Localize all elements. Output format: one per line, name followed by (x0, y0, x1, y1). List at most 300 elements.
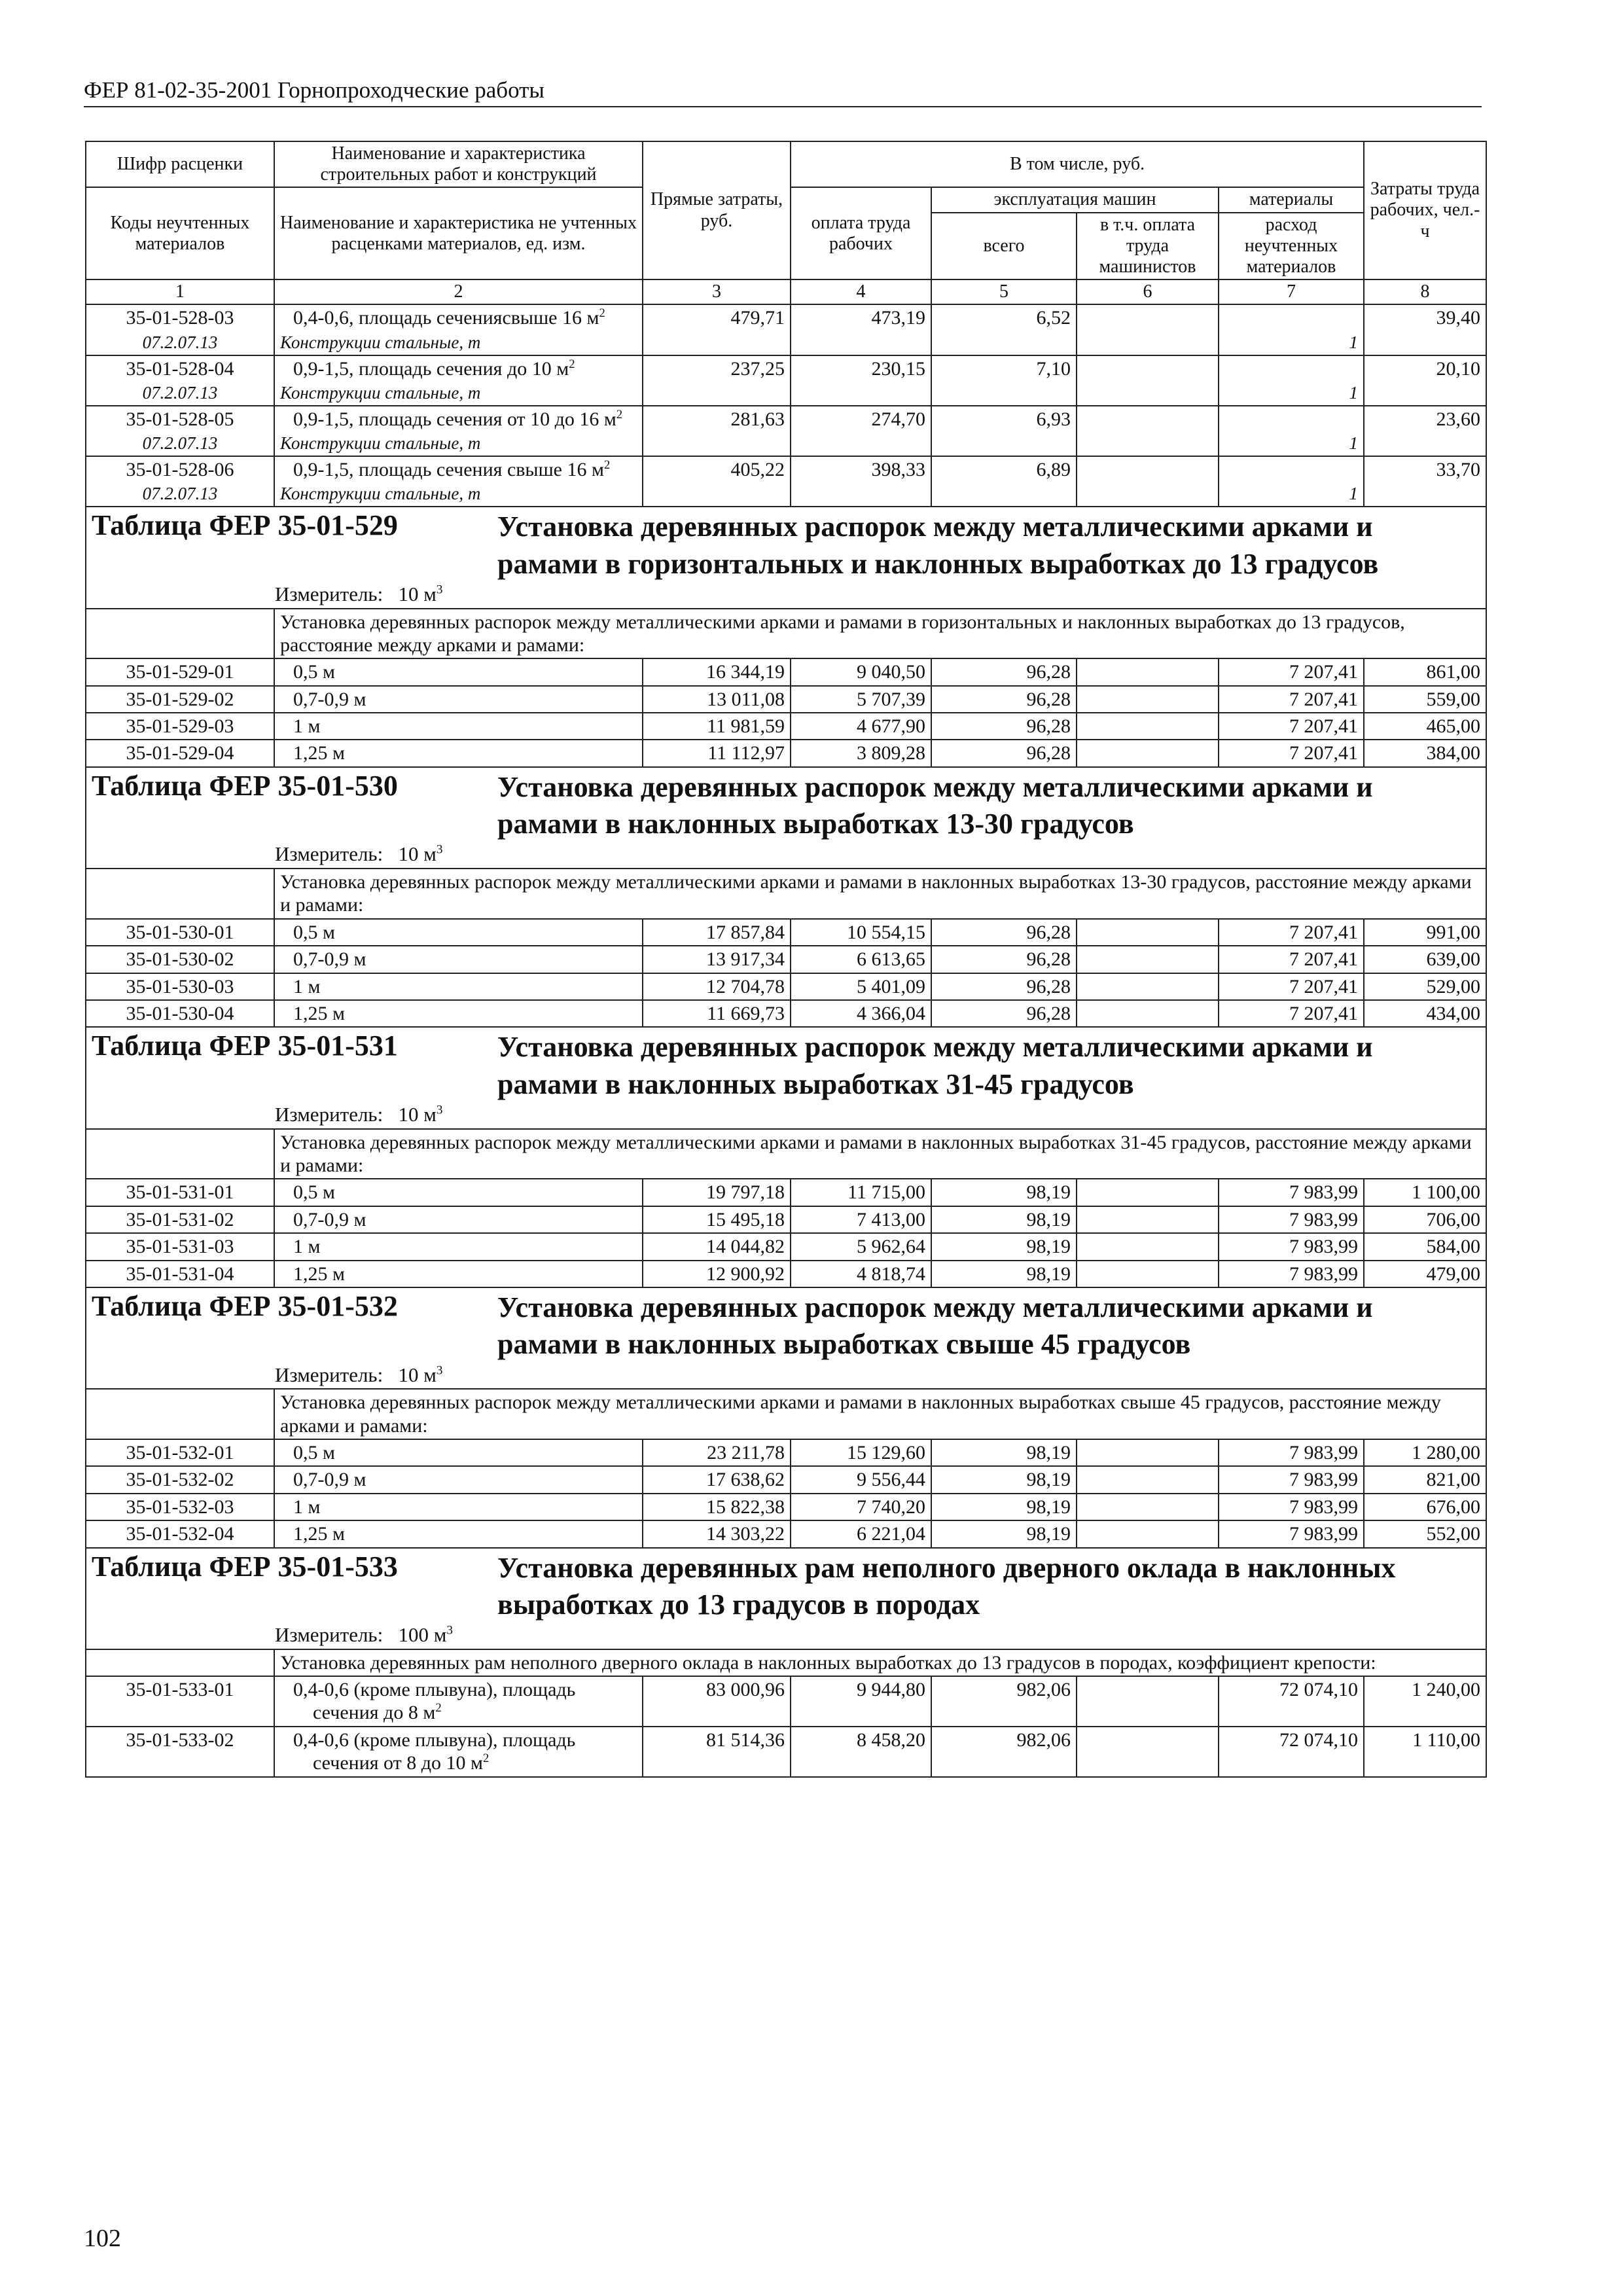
machines-wages (1077, 432, 1219, 456)
table-description: Установка деревянных распорок между металлическими арками и рамами в наклонных выработках 31-45 градусов, расстояние между арками и рамами: (274, 1129, 1486, 1179)
rate-name-text: 0,4-0,6 (кроме плывуна), площадь сечения до 8 м (293, 1679, 576, 1724)
table-description-row (86, 609, 1486, 659)
direct-costs: 14 044,82 (643, 1233, 791, 1260)
rate-name-text: 0,7-0,9 м (293, 948, 366, 971)
table-section-header (86, 1027, 1486, 1128)
labor: 465,00 (1364, 713, 1486, 740)
table-description-row (86, 1389, 1486, 1439)
rate-name-text: 1 м (293, 975, 321, 997)
materials: 7 207,41 (1219, 946, 1364, 973)
direct-costs: 16 344,19 (643, 658, 791, 685)
materials: 7 207,41 (1219, 713, 1364, 740)
machines-total: 96,28 (931, 919, 1077, 946)
rate-name-text: 0,9-1,5, площадь сечения свыше 16 м (293, 459, 604, 481)
machines-wages (1077, 1494, 1219, 1520)
table-row (86, 1000, 1486, 1027)
rate-name-text: 1,25 м (293, 1003, 345, 1025)
machines-total: 982,06 (931, 1676, 1077, 1727)
materials (1219, 304, 1364, 331)
material-row (86, 432, 1486, 456)
wages: 5 401,09 (791, 973, 931, 1000)
head-machines: эксплуатация машин (931, 187, 1219, 212)
materials: 7 983,99 (1219, 1206, 1364, 1233)
table-row (86, 304, 1486, 331)
machines-wages (1077, 1466, 1219, 1493)
material-name: Конструкции стальные, т (274, 331, 643, 355)
material-qty: 1 (1219, 331, 1364, 355)
table-title: Установка деревянных рам неполного дверного оклада в наклонных выработках до 13 градусов в породах (497, 1551, 1396, 1621)
head-materials: материалы (1219, 187, 1364, 212)
wages (791, 331, 931, 355)
machines-wages (1077, 1179, 1219, 1206)
machines-wages (1077, 1206, 1219, 1233)
rate-name (274, 304, 643, 331)
machines-wages (1077, 456, 1219, 482)
table-section-header (86, 1548, 1486, 1649)
table-section-title-block (92, 509, 1480, 583)
rate-name (274, 919, 643, 946)
labor: 861,00 (1364, 658, 1486, 685)
direct-costs (643, 331, 791, 355)
direct-costs: 11 112,97 (643, 740, 791, 766)
measurer-value: 10 м (398, 1363, 437, 1386)
rate-code: 35-01-532-04 (86, 1520, 274, 1547)
table-row (86, 406, 1486, 432)
machines-wages (1077, 406, 1219, 432)
table-row (86, 1206, 1486, 1233)
rate-name-text: 1 м (293, 1496, 321, 1518)
measurer-value: 10 м (398, 842, 437, 866)
wages: 4 818,74 (791, 1261, 931, 1287)
table-code: Таблица ФЕР 35-01-529 (92, 509, 398, 542)
wages (791, 482, 931, 507)
table-section-title-block (92, 769, 1480, 843)
material-row (86, 382, 1486, 406)
machines-wages (1077, 1727, 1219, 1777)
table-title: Установка деревянных распорок между металлическими арками и рамами в наклонных выработках 13-30 градусов (497, 770, 1373, 840)
unit-power: 3 (436, 843, 443, 857)
labor: 706,00 (1364, 1206, 1486, 1233)
materials: 72 074,10 (1219, 1676, 1364, 1727)
machines-wages (1077, 1520, 1219, 1547)
rate-name (274, 1727, 643, 1777)
machines-total (931, 482, 1077, 507)
materials (1219, 406, 1364, 432)
page-number: 102 (84, 2225, 121, 2252)
rate-name (274, 658, 643, 685)
wages: 4 366,04 (791, 1000, 931, 1027)
rates-table (85, 141, 1487, 1778)
material-name: Конструкции стальные, т (274, 382, 643, 406)
machines-total: 98,19 (931, 1466, 1077, 1493)
table-title: Установка деревянных распорок между металлическими арками и рамами в наклонных выработках 31-45 градусов (497, 1031, 1373, 1100)
direct-costs: 81 514,36 (643, 1727, 791, 1777)
labor: 676,00 (1364, 1494, 1486, 1520)
material-name: Конструкции стальные, т (274, 432, 643, 456)
table-row (86, 713, 1486, 740)
table-section-title (86, 1287, 1486, 1389)
head-mach-total: всего (931, 213, 1077, 280)
rate-code: 35-01-529-02 (86, 686, 274, 713)
rate-code: 35-01-530-04 (86, 1000, 274, 1027)
machines-wages (1077, 658, 1219, 685)
wages: 7 740,20 (791, 1494, 931, 1520)
machines-total: 98,19 (931, 1439, 1077, 1466)
labor: 20,10 (1364, 355, 1486, 382)
table-row (86, 1466, 1486, 1493)
labor: 529,00 (1364, 973, 1486, 1000)
col-number: 4 (791, 279, 931, 304)
table-row (86, 686, 1486, 713)
table-row (86, 946, 1486, 973)
machines-total: 96,28 (931, 740, 1077, 766)
labor: 639,00 (1364, 946, 1486, 973)
machines-total: 6,93 (931, 406, 1077, 432)
measurer-label: Измеритель: (275, 842, 399, 866)
rate-code: 35-01-531-02 (86, 1206, 274, 1233)
machines-wages (1077, 1000, 1219, 1027)
labor: 39,40 (1364, 304, 1486, 331)
wages: 274,70 (791, 406, 931, 432)
wages: 9 944,80 (791, 1676, 931, 1727)
machines-wages (1077, 973, 1219, 1000)
rate-name (274, 1261, 643, 1287)
materials: 7 983,99 (1219, 1179, 1364, 1206)
wages: 7 413,00 (791, 1206, 931, 1233)
rate-name-text: 0,5 м (293, 921, 335, 943)
labor (1364, 382, 1486, 406)
labor: 434,00 (1364, 1000, 1486, 1027)
table-row (86, 740, 1486, 766)
machines-total (931, 331, 1077, 355)
wages (791, 432, 931, 456)
rate-name-text: 0,4-0,6, площадь сечениясвыше 16 м (293, 307, 599, 329)
materials: 7 207,41 (1219, 740, 1364, 766)
rate-name-text: 0,7-0,9 м (293, 1208, 366, 1230)
materials: 7 983,99 (1219, 1261, 1364, 1287)
direct-costs: 237,25 (643, 355, 791, 382)
description-spacer (86, 609, 274, 659)
material-row (86, 482, 1486, 507)
rate-code: 35-01-533-01 (86, 1676, 274, 1727)
table-description: Установка деревянных распорок между металлическими арками и рамами в горизонтальных и наклонных выработках до 13 градусов, расстояние между арками и рамами: (274, 609, 1486, 659)
material-qty: 1 (1219, 482, 1364, 507)
labor: 479,00 (1364, 1261, 1486, 1287)
direct-costs: 15 495,18 (643, 1206, 791, 1233)
table-section-title-block (92, 1550, 1480, 1624)
labor: 559,00 (1364, 686, 1486, 713)
table-section-title (86, 1548, 1486, 1649)
rate-code: 35-01-531-04 (86, 1261, 274, 1287)
direct-costs: 17 857,84 (643, 919, 791, 946)
rate-code: 35-01-532-02 (86, 1466, 274, 1493)
rate-name-text: 0,7-0,9 м (293, 688, 366, 710)
direct-costs: 12 704,78 (643, 973, 791, 1000)
unit-power: 2 (603, 458, 611, 473)
rate-name (274, 973, 643, 1000)
rate-name (274, 1439, 643, 1466)
labor: 821,00 (1364, 1466, 1486, 1493)
measurer-label: Измеритель: (275, 1623, 399, 1647)
labor: 1 280,00 (1364, 1439, 1486, 1466)
machines-total: 98,19 (931, 1206, 1077, 1233)
table-row (86, 1520, 1486, 1547)
labor: 1 100,00 (1364, 1179, 1486, 1206)
table-row (86, 456, 1486, 482)
table-head (86, 141, 1486, 304)
table-row (86, 658, 1486, 685)
measurer-value: 10 м (398, 582, 437, 605)
unit-power: 2 (483, 1751, 490, 1766)
rate-name (274, 740, 643, 766)
rate-name (274, 713, 643, 740)
wages: 473,19 (791, 304, 931, 331)
rate-name (274, 1233, 643, 1260)
rate-name (274, 406, 643, 432)
rate-code: 35-01-531-01 (86, 1179, 274, 1206)
rate-name-text: 0,4-0,6 (кроме плывуна), площадь сечения от 8 до 10 м (293, 1729, 576, 1774)
rate-code: 35-01-530-02 (86, 946, 274, 973)
machines-total: 96,28 (931, 658, 1077, 685)
wages: 3 809,28 (791, 740, 931, 766)
wages: 9 556,44 (791, 1466, 931, 1493)
direct-costs: 13 917,34 (643, 946, 791, 973)
description-spacer (86, 869, 274, 919)
direct-costs: 13 011,08 (643, 686, 791, 713)
rate-code: 35-01-533-02 (86, 1727, 274, 1777)
wages: 398,33 (791, 456, 931, 482)
material-code: 07.2.07.13 (86, 382, 274, 406)
unit-power: 2 (569, 357, 575, 371)
table-section-header (86, 1287, 1486, 1389)
rate-code: 35-01-530-03 (86, 973, 274, 1000)
machines-wages (1077, 382, 1219, 406)
materials: 7 207,41 (1219, 973, 1364, 1000)
machines-wages (1077, 1233, 1219, 1260)
labor: 23,60 (1364, 406, 1486, 432)
table-section-header (86, 767, 1486, 869)
labor: 384,00 (1364, 740, 1486, 766)
labor: 584,00 (1364, 1233, 1486, 1260)
table-description: Установка деревянных распорок между металлическими арками и рамами в наклонных выработках свыше 45 градусов, расстояние между арками и рамами: (274, 1389, 1486, 1439)
col-number: 1 (86, 279, 274, 304)
labor: 1 240,00 (1364, 1676, 1486, 1727)
unit-power: 3 (436, 583, 443, 597)
table-code: Таблица ФЕР 35-01-533 (92, 1550, 398, 1583)
rate-name (274, 456, 643, 482)
table-code: Таблица ФЕР 35-01-532 (92, 1289, 398, 1322)
direct-costs: 83 000,96 (643, 1676, 791, 1727)
direct-costs (643, 382, 791, 406)
labor: 1 110,00 (1364, 1727, 1486, 1777)
machines-wages (1077, 1676, 1219, 1727)
rate-name (274, 1466, 643, 1493)
machines-wages (1077, 304, 1219, 331)
table-row (86, 355, 1486, 382)
rate-code: 35-01-529-01 (86, 658, 274, 685)
machines-wages (1077, 946, 1219, 973)
col-number: 3 (643, 279, 791, 304)
table-row (86, 1233, 1486, 1260)
wages: 15 129,60 (791, 1439, 931, 1466)
machines-wages (1077, 482, 1219, 507)
direct-costs: 14 303,22 (643, 1520, 791, 1547)
page-header: ФЕР 81-02-35-2001 Горнопроходческие работы (84, 77, 1482, 107)
table-description-row (86, 1649, 1486, 1676)
head-code-sub: Коды неучтенных материалов (86, 187, 274, 279)
unit-power: 2 (616, 407, 623, 422)
material-code: 07.2.07.13 (86, 331, 274, 355)
material-code: 07.2.07.13 (86, 432, 274, 456)
rate-name-text: 0,7-0,9 м (293, 1469, 366, 1491)
table-section-header (86, 507, 1486, 608)
measurer (92, 583, 1480, 607)
head-name: Наименование и характеристика строительных работ и конструкций (274, 141, 643, 187)
wages: 10 554,15 (791, 919, 931, 946)
materials: 72 074,10 (1219, 1727, 1364, 1777)
labor: 991,00 (1364, 919, 1486, 946)
rate-code: 35-01-532-01 (86, 1439, 274, 1466)
materials (1219, 355, 1364, 382)
rate-name-text: 0,9-1,5, площадь сечения до 10 м (293, 357, 569, 380)
material-row (86, 331, 1486, 355)
wages: 9 040,50 (791, 658, 931, 685)
machines-total (931, 432, 1077, 456)
head-name-sub: Наименование и характеристика не учтенных расценками материалов, ед. изм. (274, 187, 643, 279)
rate-name (274, 946, 643, 973)
direct-costs: 15 822,38 (643, 1494, 791, 1520)
table-section-title (86, 1027, 1486, 1128)
table-row (86, 1494, 1486, 1520)
rate-name (274, 1000, 643, 1027)
rate-name (274, 1520, 643, 1547)
rate-code: 35-01-528-04 (86, 355, 274, 382)
machines-wages (1077, 713, 1219, 740)
materials: 7 207,41 (1219, 1000, 1364, 1027)
wages: 230,15 (791, 355, 931, 382)
labor: 552,00 (1364, 1520, 1486, 1547)
material-qty: 1 (1219, 432, 1364, 456)
direct-costs: 11 981,59 (643, 713, 791, 740)
table-row (86, 1179, 1486, 1206)
rate-code: 35-01-530-01 (86, 919, 274, 946)
rate-name (274, 686, 643, 713)
material-code: 07.2.07.13 (86, 482, 274, 507)
machines-total: 96,28 (931, 973, 1077, 1000)
rate-code: 35-01-528-05 (86, 406, 274, 432)
machines-total: 96,28 (931, 1000, 1077, 1027)
head-wages: оплата труда рабочих (791, 187, 931, 279)
rate-name (274, 1494, 643, 1520)
machines-wages (1077, 1261, 1219, 1287)
direct-costs (643, 482, 791, 507)
materials: 7 207,41 (1219, 658, 1364, 685)
rate-name-text: 0,5 м (293, 661, 335, 683)
head-mach-wages: в т.ч. оплата труда машинистов (1077, 213, 1219, 280)
table-section-title-block (92, 1029, 1480, 1103)
rate-code: 35-01-532-03 (86, 1494, 274, 1520)
direct-costs: 11 669,73 (643, 1000, 791, 1027)
table-description-row (86, 1129, 1486, 1179)
machines-total: 98,19 (931, 1261, 1077, 1287)
rate-code: 35-01-531-03 (86, 1233, 274, 1260)
col-number: 7 (1219, 279, 1364, 304)
materials (1219, 456, 1364, 482)
machines-total: 98,19 (931, 1520, 1077, 1547)
table-description: Установка деревянных распорок между металлическими арками и рамами в наклонных выработках 13-30 градусов, расстояние между арками и рамами: (274, 869, 1486, 919)
table-description-row (86, 869, 1486, 919)
unit-power: 3 (446, 1623, 453, 1638)
wages: 11 715,00 (791, 1179, 931, 1206)
table-section-title (86, 507, 1486, 608)
machines-wages (1077, 331, 1219, 355)
machines-total: 96,28 (931, 946, 1077, 973)
materials: 7 983,99 (1219, 1233, 1364, 1260)
material-name: Конструкции стальные, т (274, 482, 643, 507)
rate-name-text: 0,9-1,5, площадь сечения от 10 до 16 м (293, 408, 616, 430)
wages: 6 221,04 (791, 1520, 931, 1547)
direct-costs: 17 638,62 (643, 1466, 791, 1493)
labor: 33,70 (1364, 456, 1486, 482)
col-number: 5 (931, 279, 1077, 304)
rate-name (274, 355, 643, 382)
direct-costs (643, 432, 791, 456)
unit-power: 3 (436, 1363, 443, 1378)
table-section-title-block (92, 1289, 1480, 1363)
machines-wages (1077, 919, 1219, 946)
table-description: Установка деревянных рам неполного дверного оклада в наклонных выработках до 13 градусов в породах, коэффициент крепости: (274, 1649, 1486, 1676)
direct-costs: 405,22 (643, 456, 791, 482)
unit-power: 2 (599, 306, 605, 321)
col-number: 6 (1077, 279, 1219, 304)
measurer (92, 1103, 1480, 1127)
wages: 4 677,90 (791, 713, 931, 740)
machines-total: 98,19 (931, 1233, 1077, 1260)
rate-name-text: 1 м (293, 1236, 321, 1258)
labor (1364, 482, 1486, 507)
table-title: Установка деревянных распорок между металлическими арками и рамами в наклонных выработках свыше 45 градусов (497, 1291, 1373, 1361)
measurer-label: Измеритель: (275, 582, 399, 605)
machines-total: 982,06 (931, 1727, 1077, 1777)
wages: 5 707,39 (791, 686, 931, 713)
machines-total: 98,19 (931, 1494, 1077, 1520)
unit-power: 2 (435, 1701, 442, 1715)
machines-total: 96,28 (931, 686, 1077, 713)
measurer (92, 1623, 1480, 1647)
table-row (86, 973, 1486, 1000)
measurer (92, 1363, 1480, 1388)
head-incl: В том числе, руб. (791, 141, 1364, 187)
direct-costs: 479,71 (643, 304, 791, 331)
measurer (92, 842, 1480, 867)
materials: 7 983,99 (1219, 1466, 1364, 1493)
table-code: Таблица ФЕР 35-01-530 (92, 769, 398, 802)
head-labor: Затраты труда рабочих, чел.-ч (1364, 141, 1486, 279)
machines-wages (1077, 1439, 1219, 1466)
wages: 5 962,64 (791, 1233, 931, 1260)
rate-name-text: 0,5 м (293, 1181, 335, 1204)
table-body (86, 304, 1486, 1776)
description-spacer (86, 1649, 274, 1676)
measurer-value: 100 м (398, 1623, 447, 1647)
measurer-value: 10 м (398, 1103, 437, 1126)
head-mat-sub: расход неучтенных материалов (1219, 213, 1364, 280)
measurer-label: Измеритель: (275, 1103, 399, 1126)
measurer-label: Измеритель: (275, 1363, 399, 1386)
description-spacer (86, 1129, 274, 1179)
table-row (86, 1439, 1486, 1466)
materials: 7 983,99 (1219, 1439, 1364, 1466)
